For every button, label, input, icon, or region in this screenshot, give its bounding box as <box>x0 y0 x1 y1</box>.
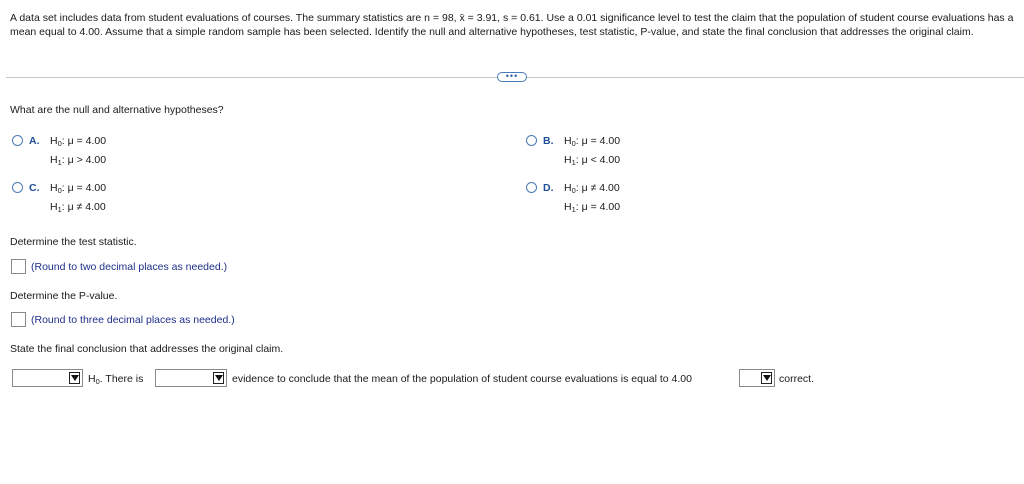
option-d-radio[interactable] <box>526 182 537 193</box>
option-d-h0: $H_0$: μ ≠ 4.00 <box>564 182 620 195</box>
show-more-button[interactable]: ••• <box>497 72 527 82</box>
option-b-h1: $H_1$: μ < 4.00 <box>564 154 621 167</box>
problem-statement: A data set includes data from student evaluations of courses. The summary statistics are n = 98, x̄ = 3.91, s = 0.61. Use a 0.01 significance level to test the claim that the population of student course evaluations has a mean equal to 4.00. Assume that a simple random sample has been selected. Identify the null and alternative hypotheses, test statistic, P-value, and state the final conclusion that addresses the original claim. <box>10 12 1014 38</box>
option-c-h0: $H_0$: μ = 4.00 <box>50 182 107 195</box>
chevron-down-icon <box>69 372 80 384</box>
conclusion-h0-text: $H_0$. There is <box>88 373 144 386</box>
conclusion-end-text: correct. <box>779 373 815 385</box>
option-a-radio[interactable] <box>12 135 23 146</box>
chevron-down-icon <box>761 372 772 384</box>
option-b-letter: B. <box>543 135 554 147</box>
option-c-letter: C. <box>29 182 40 194</box>
option-a-h1: $H_1$: μ > 4.00 <box>50 154 107 167</box>
option-b-radio[interactable] <box>526 135 537 146</box>
test-statistic-hint: (Round to two decimal places as needed.) <box>31 261 228 273</box>
conclusion-question: State the final conclusion that addresses the original claim. <box>10 343 284 355</box>
test-statistic-question: Determine the test statistic. <box>10 236 137 248</box>
chevron-down-icon <box>213 372 224 384</box>
p-value-input[interactable] <box>11 312 26 327</box>
option-b-h0: $H_0$: μ = 4.00 <box>564 135 621 148</box>
hypotheses-question: What are the null and alternative hypotheses? <box>10 104 224 116</box>
p-value-question: Determine the P-value. <box>10 290 118 302</box>
option-c-radio[interactable] <box>12 182 23 193</box>
option-c-h1: $H_1$: μ ≠ 4.00 <box>50 201 106 214</box>
conclusion-middle-text: evidence to conclude that the mean of the population of student course evaluations is equal to 4.00 <box>232 373 692 385</box>
option-a-letter: A. <box>29 135 40 147</box>
reject-decision-dropdown[interactable] <box>12 369 83 387</box>
option-a-h0: $H_0$: μ = 4.00 <box>50 135 107 148</box>
evidence-dropdown[interactable] <box>155 369 227 387</box>
test-statistic-input[interactable] <box>11 259 26 274</box>
option-d-h1: $H_1$: μ = 4.00 <box>564 201 621 214</box>
p-value-hint: (Round to three decimal places as needed.) <box>31 314 235 326</box>
claim-status-dropdown[interactable] <box>739 369 775 387</box>
option-d-letter: D. <box>543 182 554 194</box>
